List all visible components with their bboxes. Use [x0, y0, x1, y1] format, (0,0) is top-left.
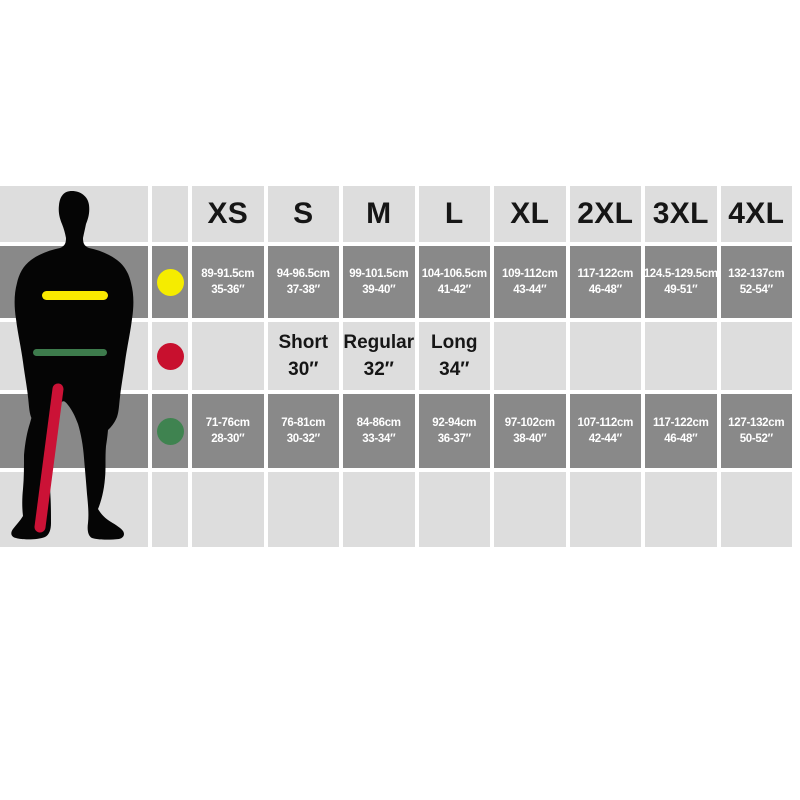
inseam-3xl-inches: 46-48″ — [664, 433, 698, 445]
length-l-label: Long — [431, 332, 478, 353]
inseam-s-cm: 76-81cm — [281, 417, 326, 429]
cell-chest-4xl — [721, 246, 793, 318]
cell-inseam-xl — [494, 394, 566, 468]
inseam-3xl-cm: 117-122cm — [653, 417, 709, 429]
chest-xl-inches: 43-44″ — [513, 284, 547, 296]
chest-4xl-cm: 132-137cm — [728, 268, 785, 280]
size-column-header-m: M — [343, 186, 415, 242]
cell-length-s — [268, 322, 340, 390]
cell-chest-xs — [192, 246, 264, 318]
inseam-m-cm: 84-86cm — [356, 417, 401, 429]
length-s-inches: 30″ — [288, 359, 319, 380]
chest-xl-cm: 109-112cm — [502, 268, 558, 280]
cell-inseam-2xl — [570, 394, 642, 468]
cell-inseam-3xl — [645, 394, 717, 468]
cell-length-xl — [494, 322, 566, 390]
bottom-cell-xl — [494, 472, 566, 547]
cell-inseam-xs — [192, 394, 264, 468]
chest-2xl-cm: 117-122cm — [577, 268, 633, 280]
cell-length-2xl — [570, 322, 642, 390]
inseam-4xl-inches: 50-52″ — [739, 433, 773, 445]
inseam-4xl-cm: 127-132cm — [728, 417, 785, 429]
bottom-cell-s — [268, 472, 340, 547]
inseam-marker-cell — [152, 394, 188, 468]
chest-l-cm: 104-106.5cm — [421, 268, 487, 280]
cell-chest-3xl — [645, 246, 717, 318]
figure-column-inseam-cell — [0, 394, 148, 468]
chest-s-cm: 94-96.5cm — [276, 268, 330, 280]
size-column-header-xl: XL — [494, 186, 566, 242]
figure-column-chest-cell — [0, 246, 148, 318]
chest-xs-cm: 89-91.5cm — [201, 268, 255, 280]
size-column-header-2xl: 2XL — [570, 186, 642, 242]
size-chart — [0, 186, 792, 547]
figure-column-header-cell — [0, 186, 148, 242]
cell-inseam-m — [343, 394, 415, 468]
cell-chest-xl — [494, 246, 566, 318]
cell-length-l — [419, 322, 491, 390]
cell-length-xs — [192, 322, 264, 390]
inseam-xs-inches: 28-30″ — [211, 433, 245, 445]
cell-inseam-4xl — [721, 394, 793, 468]
chest-l-inches: 41-42″ — [437, 284, 471, 296]
length-m-inches: 32″ — [363, 359, 394, 380]
size-column-header-4xl: 4XL — [721, 186, 793, 242]
red-length-dot-icon — [157, 343, 184, 370]
figure-column-bottom-cell — [0, 472, 148, 547]
chest-m-inches: 39-40″ — [362, 284, 396, 296]
size-column-header-s: S — [268, 186, 340, 242]
chest-4xl-inches: 52-54″ — [739, 284, 773, 296]
inseam-xs-cm: 71-76cm — [205, 417, 250, 429]
cell-length-4xl — [721, 322, 793, 390]
bottom-cell-3xl — [645, 472, 717, 547]
cell-chest-s — [268, 246, 340, 318]
length-l-inches: 34″ — [439, 359, 470, 380]
size-chart-grid — [0, 186, 792, 547]
inseam-xl-inches: 38-40″ — [513, 433, 547, 445]
size-column-header-3xl: 3XL — [645, 186, 717, 242]
bottom-cell-2xl — [570, 472, 642, 547]
figure-column-length-cell — [0, 322, 148, 390]
inseam-m-inches: 33-34″ — [362, 433, 396, 445]
cell-chest-l — [419, 246, 491, 318]
chest-marker-cell — [152, 246, 188, 318]
inseam-l-inches: 36-37″ — [437, 433, 471, 445]
chest-3xl-inches: 49-51″ — [664, 284, 698, 296]
cell-length-3xl — [645, 322, 717, 390]
inseam-2xl-cm: 107-112cm — [577, 417, 633, 429]
bottom-cell-4xl — [721, 472, 793, 547]
yellow-chest-dot-icon — [157, 269, 184, 296]
cell-chest-m — [343, 246, 415, 318]
marker-column-header-cell — [152, 186, 188, 242]
inseam-s-inches: 30-32″ — [286, 433, 320, 445]
cell-chest-2xl — [570, 246, 642, 318]
cell-length-m — [343, 322, 415, 390]
inseam-l-cm: 92-94cm — [432, 417, 477, 429]
size-column-header-xs: XS — [192, 186, 264, 242]
length-m-label: Regular — [343, 332, 415, 353]
size-column-header-l: L — [419, 186, 491, 242]
chest-2xl-inches: 46-48″ — [588, 284, 622, 296]
bottom-cell-m — [343, 472, 415, 547]
bottom-cell-l — [419, 472, 491, 547]
chest-s-inches: 37-38″ — [286, 284, 320, 296]
cell-inseam-s — [268, 394, 340, 468]
inseam-xl-cm: 97-102cm — [504, 417, 555, 429]
length-marker-cell — [152, 322, 188, 390]
length-s-label: Short — [278, 332, 329, 353]
bottom-cell-xs — [192, 472, 264, 547]
marker-column-bottom-cell — [152, 472, 188, 547]
chest-xs-inches: 35-36″ — [211, 284, 245, 296]
cell-inseam-l — [419, 394, 491, 468]
green-inseam-dot-icon — [157, 418, 184, 445]
chest-3xl-cm: 124.5-129.5cm — [643, 268, 718, 280]
inseam-2xl-inches: 42-44″ — [588, 433, 622, 445]
chest-m-cm: 99-101.5cm — [349, 268, 409, 280]
